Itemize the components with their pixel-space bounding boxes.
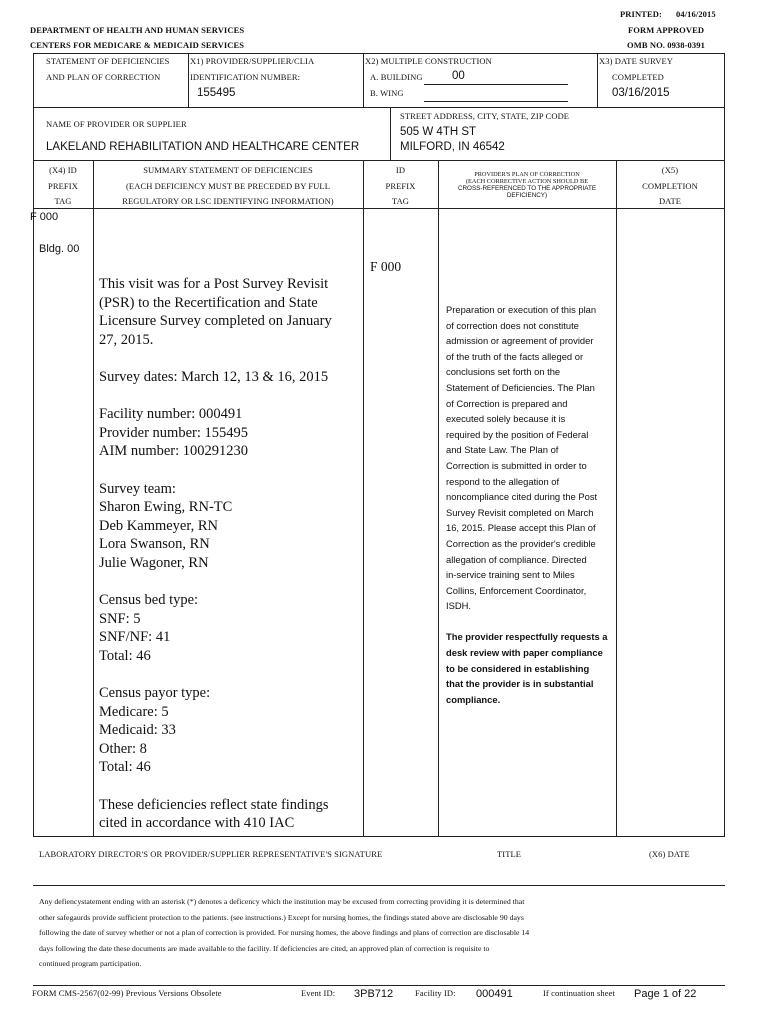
plan-bold-line: that the provider is in substantial (446, 678, 594, 690)
centers-name: CENTERS FOR MEDICARE & MEDICAID SERVICES (30, 40, 245, 50)
plan-line: Survey Revisit completed on March (446, 506, 594, 518)
summary-header-3: REGULATORY OR LSC IDENTIFYING INFORMATION) (122, 196, 334, 206)
footnote-line: Any defiencystatement ending with an asterisk (*) denotes a deficency which the institution may be excused from correcting providing it is determined that (39, 897, 525, 906)
right-prefix-tag: F 000 (370, 259, 402, 274)
top-border (33, 53, 725, 54)
address-line-2: MILFORD, IN 46542 (400, 141, 505, 153)
form-number: FORM CMS-2567(02-99) Previous Versions Obsolete (32, 988, 222, 998)
summary-line: Total: 46 (99, 647, 151, 664)
summary-line: Deb Kammeyer, RN (99, 517, 219, 534)
plan-line: conclusions set forth on the (446, 366, 561, 378)
building-tag: Bldg. 00 (39, 243, 80, 255)
footnote-line: days following the date these documents are made available to the facility. If deficiencies are cited, an approved plan of correction is requisite to (39, 943, 490, 953)
summary-line: Census bed type: (99, 592, 199, 609)
summary-statement (99, 275, 361, 833)
footer-divider (33, 985, 725, 986)
plan-bold-line: The provider respectfully requests a (446, 631, 608, 643)
summary-line: Julie Wagoner, RN (99, 554, 209, 571)
summary-line: Other: 8 (99, 740, 147, 757)
provider-id-value: 155495 (197, 87, 236, 99)
summary-line: Lora Swanson, RN (99, 536, 210, 553)
footnote-line: continued program participation. (39, 959, 142, 969)
summary-paragraph (99, 796, 361, 833)
omb-number: OMB NO. 0938-0391 (627, 40, 705, 50)
plan-line: noncompliance cited during the Post (446, 491, 598, 503)
summary-header-1: SUMMARY STATEMENT OF DEFICIENCIES (143, 165, 313, 175)
x2-divider (363, 53, 364, 107)
building-value: 00 (452, 70, 465, 82)
plan-of-correction (446, 302, 614, 707)
page-number: Page 1 of 22 (634, 988, 697, 1000)
plan-line: executed solely because it is (446, 413, 566, 425)
title-label: TITLE (497, 849, 522, 859)
summary-line: Total: 46 (99, 759, 151, 776)
x5-header-1: (X5) (661, 165, 679, 175)
footnote (39, 894, 719, 972)
x3-divider (597, 53, 598, 107)
x5-header-2: COMPLETION (642, 181, 698, 191)
plan-bold-line: compliance. (446, 693, 501, 705)
summary-line: cited in accordance with 410 IAC (99, 815, 295, 832)
plan-bold-line: desk review with paper compliance (446, 647, 603, 659)
summary-paragraph (99, 591, 361, 665)
col-divider-2 (363, 160, 364, 836)
signature-bottom-border (33, 885, 725, 886)
x3-label-2: COMPLETED (612, 72, 664, 82)
plan-line: allegation of compliance. Directed (446, 553, 587, 565)
summary-paragraph (99, 480, 361, 573)
plan-line: Statement of Deficiencies. The Plan (446, 381, 595, 393)
plan-header-1: PROVIDER'S PLAN OF CORRECTION (474, 171, 580, 178)
statement-label-2: AND PLAN OF CORRECTION (46, 72, 161, 82)
building-label: A. BUILDING (370, 72, 423, 82)
plan-header-3: CROSS-REFERENCED TO THE APPROPRIATE (457, 185, 597, 192)
summary-line: Survey team: (99, 480, 176, 497)
summary-line: (PSR) to the Recertification and State (99, 294, 318, 311)
address-line-1: 505 W 4TH ST (400, 126, 477, 138)
continuation-label: If continuation sheet (543, 988, 615, 998)
form-approved: FORM APPROVED (628, 25, 705, 35)
summary-line: Survey dates: March 12, 13 & 16, 2015 (99, 368, 329, 385)
provider-name-label: NAME OF PROVIDER OR SUPPLIER (46, 119, 187, 129)
event-id-label: Event ID: (301, 988, 336, 998)
signature-label: LABORATORY DIRECTOR'S OR PROVIDER/SUPPLIER REPRESENTATIVE'S SIGNATURE (39, 849, 383, 859)
survey-completed-date: 03/16/2015 (612, 87, 670, 99)
x3-label: X3) DATE SURVEY (599, 56, 674, 66)
plan-line: Correction as the provider's credible (446, 537, 596, 549)
facility-id-label: Facility ID: (415, 988, 456, 998)
plan-line: Collins, Enforcement Coordinator, (446, 584, 587, 596)
plan-line: of correction does not constitute (446, 319, 579, 331)
id-header-1: ID (395, 165, 406, 175)
plan-line: of Correction is prepared and (446, 397, 568, 409)
summary-line: 27, 2015. (99, 331, 154, 348)
wing-label: B. WING (370, 88, 404, 98)
left-prefix-tag: F 000 (30, 211, 59, 223)
summary-paragraph (99, 684, 361, 777)
provider-row-divider (33, 160, 725, 161)
summary-line: Census payor type: (99, 685, 211, 702)
x2-label: X2) MULTIPLE CONSTRUCTION (365, 56, 492, 66)
plan-line: of the truth of the facts alleged or (446, 350, 584, 362)
id-header-2: PREFIX (385, 181, 416, 191)
right-border (724, 53, 725, 836)
summary-line: Provider number: 155495 (99, 424, 249, 441)
plan-bold-line: to be considered in establishing (446, 662, 590, 674)
x1-divider (188, 53, 189, 107)
plan-line: required by the position of Federal (446, 428, 589, 440)
summary-header-2: (EACH DEFICIENCY MUST BE PRECEDED BY FULL (125, 181, 331, 191)
printed-date: 04/16/2015 (676, 9, 716, 19)
facility-id-value: 000491 (476, 988, 513, 1000)
plan-line: 16, 2015. Please accept this Plan of (446, 522, 596, 534)
x1-label-2: IDENTIFICATION NUMBER: (190, 72, 301, 82)
address-label: STREET ADDRESS, CITY, STATE, ZIP CODE (400, 111, 570, 121)
plan-header-4: DEFICIENCY) (506, 192, 548, 199)
column-header-divider (33, 208, 725, 209)
summary-line: Medicare: 5 (99, 703, 169, 720)
event-id-value: 3PB712 (354, 988, 394, 1000)
summary-line: This visit was for a Post Survey Revisit (99, 276, 329, 292)
provider-name-value: LAKELAND REHABILITATION AND HEALTHCARE CENTER (46, 141, 360, 153)
plan-header-2: (EACH CORRECTIVE ACTION SHOULD BE (465, 178, 589, 185)
x1-label-1: X1) PROVIDER/SUPPLIER/CLIA (190, 56, 315, 66)
printed-label: PRINTED: (620, 9, 662, 19)
col-divider-4 (616, 160, 617, 836)
footnote-line: other safegaurds provide sufficient protection to the patients. (see instructions.) Except for nursing homes, the findings stated above are disclosable 90 days (39, 912, 524, 922)
summary-line: SNF: 5 (99, 610, 141, 627)
x4-header-1: (X4) ID (49, 165, 77, 175)
plan-line: Preparation or execution of this plan (446, 304, 597, 315)
summary-paragraph (99, 368, 361, 387)
department-name: DEPARTMENT OF HEALTH AND HUMAN SERVICES (30, 25, 245, 35)
content-bottom-border (33, 836, 725, 837)
footnote-line: following the date of survey whether or not a plan of correction is provided. For nursing homes, the above findings and plans of correction are disclosable 14 (39, 928, 530, 938)
plan-line: and State Law. The Plan of (446, 444, 559, 456)
plan-line: ISDH. (446, 600, 472, 612)
address-divider (390, 107, 391, 160)
x6-date-label: (X6) DATE (649, 849, 690, 859)
building-underline (424, 84, 568, 85)
x5-header-3: DATE (658, 196, 682, 206)
plan-line: respond to the allegation of (446, 475, 560, 487)
col-divider-1 (93, 160, 94, 836)
summary-line: Medicaid: 33 (99, 722, 176, 739)
summary-paragraph (99, 405, 361, 461)
plan-line: admission or agreement of provider (446, 335, 594, 347)
statement-label-1: STATEMENT OF DEFICIENCIES (46, 56, 170, 66)
summary-line: Facility number: 000491 (99, 406, 243, 423)
summary-line: These deficiencies reflect state findings (99, 796, 329, 813)
id-header-3: TAG (391, 196, 410, 206)
summary-line: Sharon Ewing, RN-TC (99, 499, 233, 516)
summary-line: Licensure Survey completed on January (99, 313, 332, 330)
plan-line: in-service training sent to Miles (446, 569, 575, 581)
plan-line: Correction is submitted in order to (446, 459, 587, 471)
x4-header-2: PREFIX (48, 181, 78, 191)
summary-line: AIM number: 100291230 (99, 443, 249, 460)
wing-underline (424, 101, 568, 102)
summary-line: SNF/NF: 41 (99, 629, 171, 646)
summary-paragraph (99, 275, 361, 349)
top-box-divider (33, 107, 725, 108)
col-divider-3 (438, 160, 439, 836)
x4-header-3: TAG (54, 196, 72, 206)
